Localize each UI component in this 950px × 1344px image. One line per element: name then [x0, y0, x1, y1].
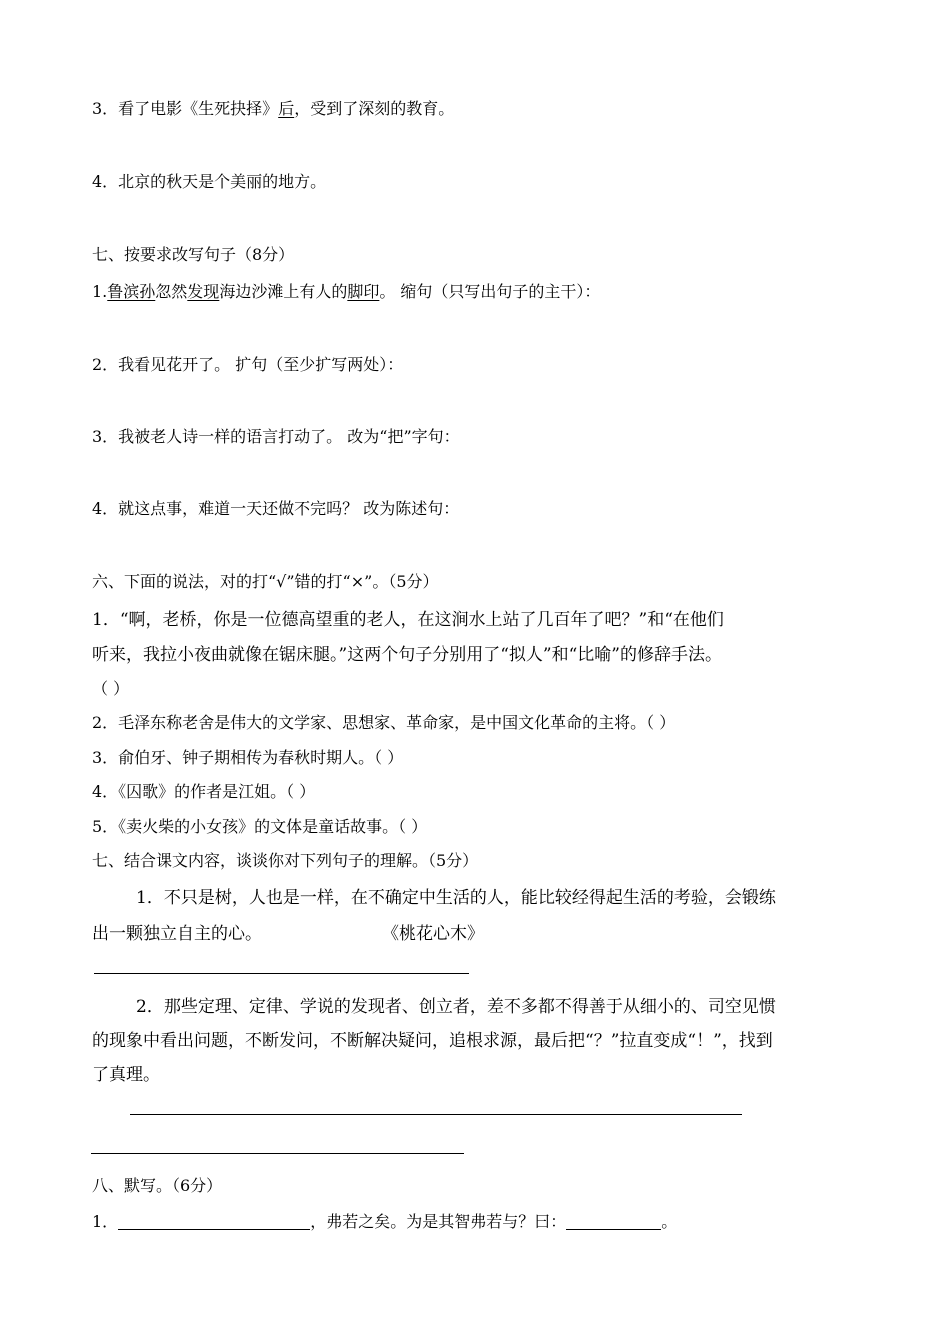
- sec8-heading: 八、默写。（6分）: [92, 1176, 223, 1195]
- sec7-rewrite-heading: 七、按要求改写句子（8分）: [92, 245, 295, 264]
- fill-blank[interactable]: [118, 1213, 310, 1230]
- underlined-subject: 鲁滨孙: [107, 282, 156, 301]
- sec7-understand-heading: 七、结合课文内容，谈谈你对下列句子的理解。（5分）: [92, 851, 479, 870]
- understand-item-2-line-3: 了真理。: [92, 1065, 160, 1085]
- judge-item-2: 2．毛泽东称老舍是伟大的文学家、思想家、革命家，是中国文化革命的主将。（ ）: [92, 713, 676, 732]
- understand-item-2-line-2: 的现象中看出问题，不断发问，不断解决疑问，追根求源，最后把“？”拉直变成“！”，找到: [92, 1031, 773, 1051]
- understand-item-2-line-1: 2．那些定理、定律、学说的发现者、创立者，差不多都不得善于从细小的、司空见惯: [136, 997, 776, 1017]
- answer-line[interactable]: [91, 1153, 464, 1154]
- dictation-item-1: 1． ，弗若之矣。为是其智弗若与？曰： 。: [92, 1212, 678, 1231]
- understand-item-1-line-2: 出一颗独立自主的心。: [92, 924, 262, 944]
- rewrite-item-1: 1.鲁滨孙忽然发现海边沙滩上有人的脚印。 缩句（只写出句子的主干）：: [92, 282, 601, 301]
- judge-item-1-line-2: 听来，我拉小夜曲就像在锯床腿。”这两个句子分别用了“拟人”和“比喻”的修辞手法。: [92, 645, 722, 665]
- understand-item-1-line-1: 1．不只是树，人也是一样，在不确定中生活的人，能比较经得起生活的考验，会锻练: [136, 888, 776, 908]
- sec6-item-4: 4．北京的秋天是个美丽的地方。: [92, 172, 327, 191]
- judge-item-1-line-1: 1．“啊，老桥，你是一位德高望重的老人，在这涧水上站了几百年了吧？”和“在他们: [92, 610, 724, 630]
- sec6-judge-heading: 六、下面的说法，对的打“√”错的打“×”。（5分）: [92, 572, 439, 591]
- judge-item-3: 3．俞伯牙、钟子期相传为春秋时期人。（ ）: [92, 748, 404, 767]
- source-citation: 《桃花心木》: [382, 924, 484, 944]
- underlined-word: 后: [278, 99, 295, 118]
- rewrite-item-3: 3．我被老人诗一样的语言打动了。 改为“把”字句：: [92, 427, 460, 446]
- sec6-item-3: 3．看了电影《生死抉择》后，受到了深刻的教育。: [92, 99, 455, 118]
- answer-line[interactable]: [130, 1114, 742, 1115]
- judge-item-4: 4．《囚歌》的作者是江姐。（ ）: [92, 782, 316, 801]
- underlined-object: 脚印: [347, 282, 380, 301]
- judge-item-5: 5．《卖火柴的小女孩》的文体是童话故事。（ ）: [92, 817, 428, 836]
- rewrite-item-2: 2．我看见花开了。 扩句（至少扩写两处）：: [92, 355, 404, 374]
- underlined-verb: 发现: [187, 282, 220, 301]
- answer-line[interactable]: [94, 973, 469, 974]
- judge-item-1-bracket: （ ）: [92, 679, 130, 698]
- fill-blank[interactable]: [566, 1213, 661, 1230]
- rewrite-item-4: 4．就这点事，难道一天还做不完吗？ 改为陈述句：: [92, 499, 460, 518]
